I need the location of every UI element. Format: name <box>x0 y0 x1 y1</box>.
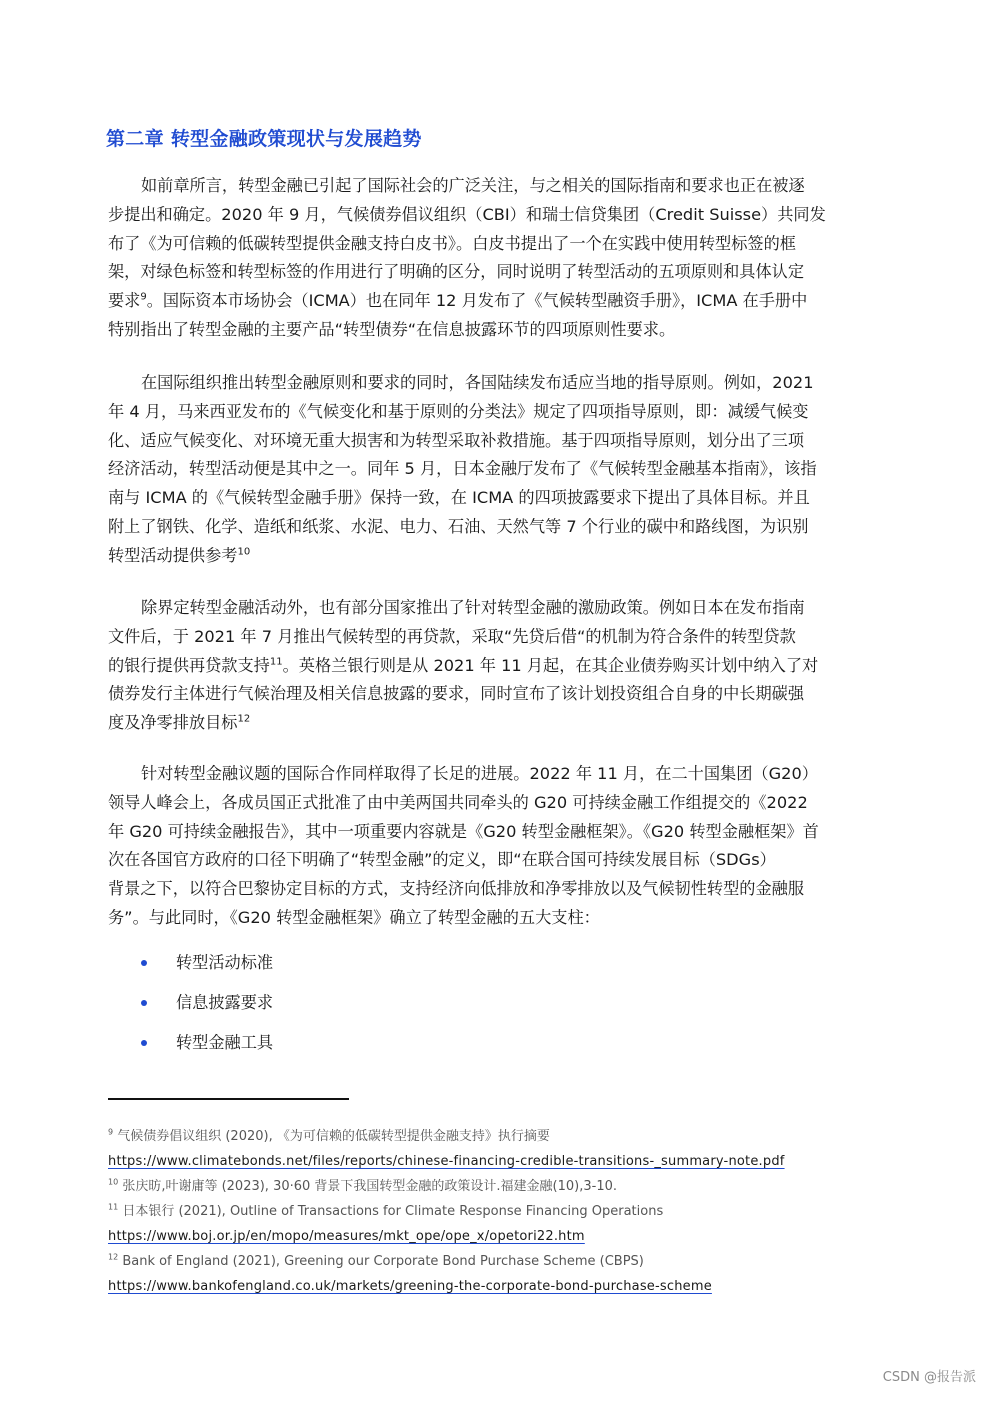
footnote-number: 12 <box>108 1252 119 1262</box>
list-item-label: 转型金融工具 <box>176 1033 274 1052</box>
bullet-dot-icon <box>141 1000 147 1006</box>
text-line: 年 4 月，马来西亚发布的《气候变化和基于原则的分类法》规定了四项指导原则，即：减缓气候变 <box>108 401 809 421</box>
footnote-text: 日本银行 (2021), Outline of Transactions for Climate Response Financing Operations <box>118 1204 664 1219</box>
text-line <box>108 287 870 316</box>
footnotes <box>108 1124 808 1299</box>
list-item-label: 转型活动标准 <box>176 953 274 972</box>
text-line <box>108 652 870 681</box>
text-segment: 要求 <box>108 291 141 311</box>
footnote-link-line <box>108 1224 808 1249</box>
text-line <box>108 709 870 738</box>
watermark: CSDN @报告派 <box>882 1370 976 1385</box>
text-line: 化、适应气候变化、对环境无重大损害和为转型采取补救措施。基于四项指导原则，划分出了三项 <box>108 430 805 450</box>
bullet-dot-icon <box>141 960 147 966</box>
footnote-link[interactable]: https://www.climatebonds.net/files/reports/chinese-financing-credible-transitions-_summary-note.pdf <box>108 1154 785 1169</box>
footnote <box>108 1249 808 1274</box>
text-line: 步提出和确定。2020 年 9 月，气候债券倡议组织（CBI）和瑞士信贷集团（Credit Suisse）共同发 <box>108 204 826 224</box>
paragraph-4 <box>108 760 870 933</box>
text-line: 布了《为可信赖的低碳转型提供金融支持白皮书》。白皮书提出了一个在实践中使用转型标签的框 <box>108 233 796 253</box>
footnote-link-line <box>108 1149 808 1174</box>
footnote-number: 9 <box>108 1127 114 1137</box>
text-line: 务”。与此同时，《G20 转型金融框架》确立了转型金融的五大支柱： <box>108 907 600 927</box>
text-line: 附上了钢铁、化学、造纸和纸浆、水泥、电力、石油、天然气等 7 个行业的碳中和路线图，为识别 <box>108 516 809 536</box>
text-segment: 转型活动提供参考 <box>108 545 238 565</box>
footnote-ref[interactable]: 11 <box>269 656 283 668</box>
footnote <box>108 1124 808 1149</box>
text-segment: 的银行提供再贷款支持 <box>108 655 270 675</box>
footnote-ref[interactable]: 12 <box>237 713 251 725</box>
bullet-dot-icon <box>141 1040 147 1046</box>
footnote-ref[interactable]: 9 <box>140 291 147 303</box>
text-line: 如前章所言，转型金融已引起了国际社会的广泛关注，与之相关的国际指南和要求也正在被逐 <box>141 176 805 195</box>
footnote-text: 气候债券倡议组织 (2020), 《为可信赖的低碳转型提供金融支持》执行摘要 <box>113 1129 550 1144</box>
text-line: 经济活动，转型活动便是其中之一。同年 5 月，日本金融厅发布了《气候转型金融基本指南》，该指 <box>108 459 817 479</box>
footnote-number: 10 <box>108 1177 119 1187</box>
text-line: 年 G20 可持续金融报告》，其中一项重要内容就是《G20 转型金融框架》。《G20 转型金融框架》首 <box>108 821 819 841</box>
footnote-divider <box>108 1098 349 1100</box>
list-item <box>108 948 273 988</box>
text-line: 债券发行主体进行气候治理及相关信息披露的要求，同时宣布了该计划投资组合自身的中长期碳强 <box>108 684 805 704</box>
chapter-title: 第二章 转型金融政策现状与发展趋势 <box>106 128 422 150</box>
text-line: 领导人峰会上，各成员国正式批准了由中美两国共同牵头的 G20 可持续金融工作组提交的《2022 <box>108 792 808 812</box>
footnote-text: 张庆昉,叶谢庸等 (2023), 30·60 背景下我国转型金融的政策设计.福建金融(10),3-10. <box>118 1179 618 1194</box>
text-line: 针对转型金融议题的国际合作同样取得了长足的进展。2022 年 11 月，在二十国集团（G20） <box>141 764 818 783</box>
text-segment: 。国际资本市场协会（ICMA）也在同年 12 月发布了《气候转型融资手册》，ICMA 在手册中 <box>146 291 808 311</box>
text-segment: 度及净零排放目标 <box>108 713 238 733</box>
text-line: 除界定转型金融活动外，也有部分国家推出了针对转型金融的激励政策。例如日本在发布指南 <box>141 598 805 617</box>
pillars-list <box>108 948 273 1068</box>
footnote <box>108 1174 808 1199</box>
text-line: 次在各国官方政府的口径下明确了“转型金融”的定义，即“在联合国可持续发展目标（SDGs） <box>108 850 776 870</box>
footnote-link-line <box>108 1274 808 1299</box>
list-item <box>108 988 273 1028</box>
text-line: 背景之下，以符合巴黎协定目标的方式，支持经济向低排放和净零排放以及气候韧性转型的金融服 <box>108 879 805 899</box>
footnote <box>108 1199 808 1224</box>
list-item <box>108 1028 273 1068</box>
paragraph-2 <box>108 369 870 571</box>
paragraph-1 <box>108 172 870 345</box>
paragraph-3 <box>108 594 870 738</box>
text-line <box>108 542 870 571</box>
footnote-number: 11 <box>108 1202 119 1212</box>
text-line: 架，对绿色标签和转型标签的作用进行了明确的区分，同时说明了转型活动的五项原则和具体认定 <box>108 262 805 282</box>
text-line: 文件后，于 2021 年 7 月推出气候转型的再贷款，采取“先贷后借“的机制为符合条件的转型贷款 <box>108 626 796 646</box>
text-line: 南与 ICMA 的《气候转型金融手册》保持一致，在 ICMA 的四项披露要求下提出了具体目标。并且 <box>108 488 810 508</box>
text-segment: 。英格兰银行则是从 2021 年 11 月起，在其企业债券购买计划中纳入了对 <box>282 655 819 675</box>
footnote-ref[interactable]: 10 <box>237 546 251 558</box>
footnote-text: Bank of England (2021), Greening our Corporate Bond Purchase Scheme (CBPS) <box>118 1254 644 1269</box>
footnote-link[interactable]: https://www.boj.or.jp/en/mopo/measures/mkt_ope/ope_x/opetori22.htm <box>108 1229 585 1244</box>
text-line: 在国际组织推出转型金融原则和要求的同时，各国陆续发布适应当地的指导原则。例如，2021 <box>141 373 814 392</box>
list-item-label: 信息披露要求 <box>176 993 274 1012</box>
text-line: 特别指出了转型金融的主要产品“转型债券“在信息披露环节的四项原则性要求。 <box>108 319 676 339</box>
footnote-link[interactable]: https://www.bankofengland.co.uk/markets/greening-the-corporate-bond-purchase-scheme <box>108 1279 712 1294</box>
